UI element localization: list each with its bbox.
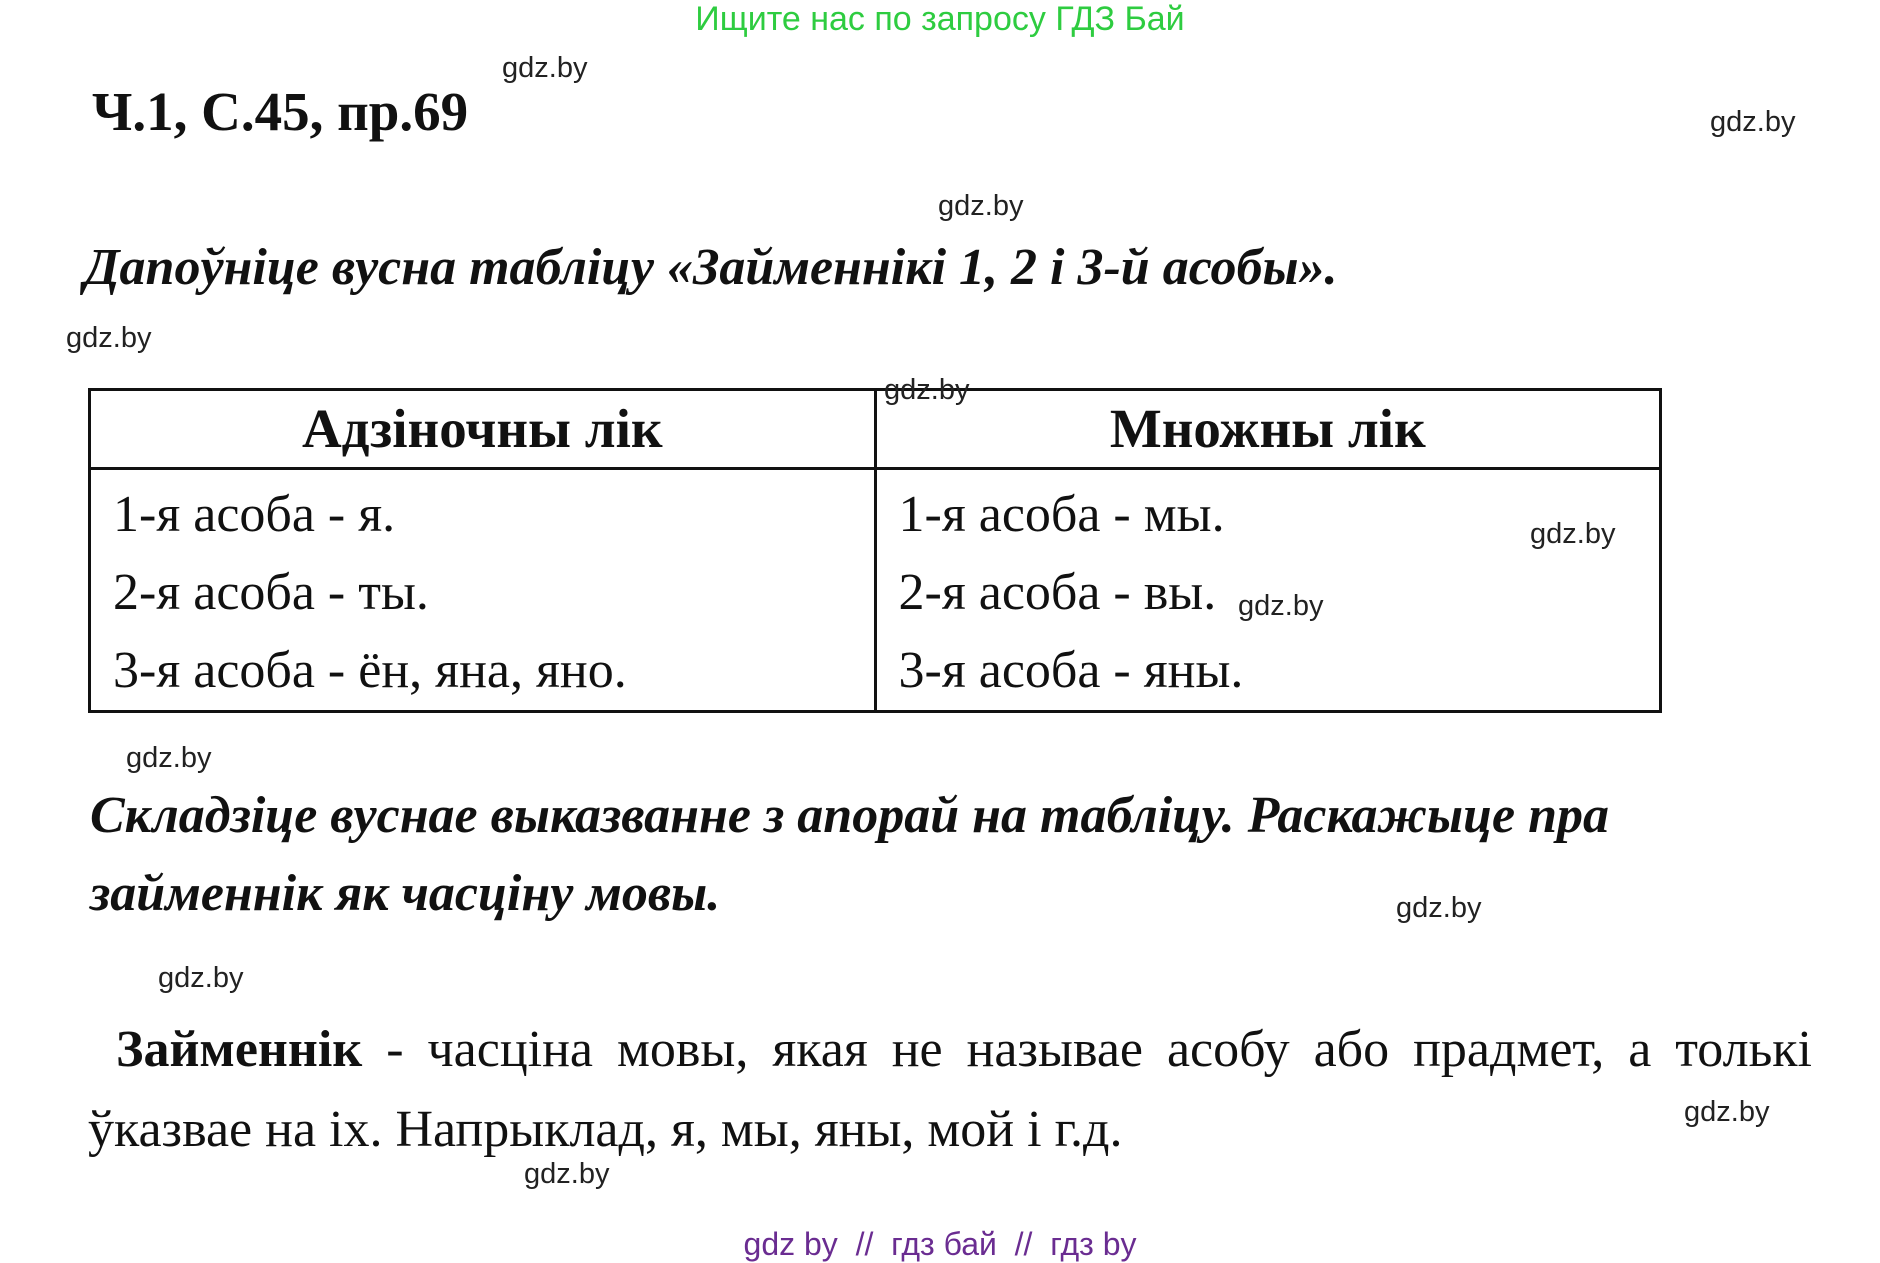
watermark: gdz.by — [502, 52, 588, 84]
footer-links: gdz by // гдз бай // гдз by — [743, 1226, 1137, 1262]
task-2-line-2: займеннік як часціну мовы. — [90, 865, 721, 922]
plural-3: 3-я асоба - яны. — [898, 642, 1244, 699]
task-2-line-1: Складзіце вуснае выказванне з апорай на табліцу. Раскажыце пра — [90, 787, 1610, 844]
plural-1: 1-я асоба - мы. — [898, 486, 1225, 543]
singular-1: 1-я асоба - я. — [113, 486, 396, 543]
watermark: gdz.by — [1710, 106, 1796, 138]
definition-paragraph — [88, 1010, 1812, 1170]
singular-cell — [90, 469, 876, 712]
singular-2: 2-я асоба - ты. — [113, 564, 429, 621]
task-1: Дапоўніце вусна табліцу «Займеннікі 1, 2 і 3-й асобы». — [84, 239, 1338, 296]
header-singular: Адзіночны лік — [90, 390, 876, 469]
watermark: gdz.by — [126, 742, 212, 774]
pronouns-table — [88, 388, 1662, 713]
plural-2: 2-я асоба - вы. — [898, 564, 1217, 621]
watermark: gdz.by — [1684, 1096, 1770, 1128]
watermark: gdz.by — [938, 190, 1024, 222]
watermark: gdz.by — [1530, 518, 1616, 550]
definition-term: Займеннік — [116, 1021, 363, 1078]
watermark: gdz.by — [1396, 892, 1482, 924]
singular-3: 3-я асоба - ён, яна, яно. — [113, 642, 627, 699]
watermark: gdz.by — [1238, 590, 1324, 622]
watermark: gdz.by — [158, 962, 244, 994]
watermark: gdz.by — [66, 322, 152, 354]
definition-text: - часціна мовы, якая не называе асобу або прадмет, а толькі ўказвае на іх. Напрыклад, я, мы, яны, мой і г.д. — [88, 1021, 1812, 1158]
page-title: Ч.1, С.45, пр.69 — [92, 81, 469, 142]
watermark: gdz.by — [884, 374, 970, 406]
header-plural: Множны лік — [875, 390, 1661, 469]
top-banner: Ищите нас по запросу ГДЗ Бай — [695, 0, 1185, 38]
watermark: gdz.by — [524, 1158, 610, 1190]
